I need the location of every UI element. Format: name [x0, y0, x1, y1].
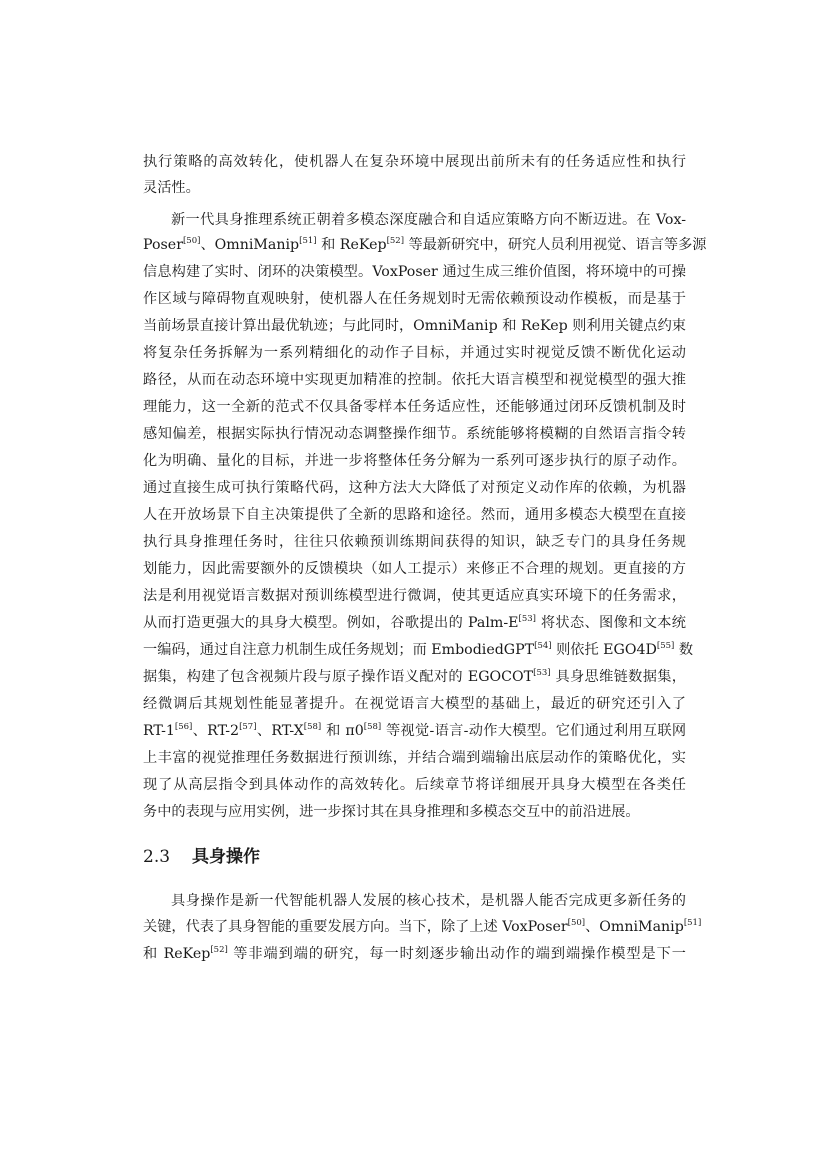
- citation: [57]: [239, 722, 257, 732]
- citation: [51]: [683, 918, 702, 928]
- paragraph-line: 经微调后其规划性能显著提升。在视觉语言大模型的基础上，最近的研究还引入了: [143, 696, 686, 712]
- paragraph-line: 执行策略的高效转化，使机器人在复杂环境中展现出前所未有的任务适应性和执行: [143, 154, 686, 170]
- paragraph-line: 通过直接生成可执行策略代码，这种方法大大降低了对预定义动作库的依赖，为机器: [143, 480, 686, 496]
- citation: [50]: [567, 918, 586, 928]
- paragraph-line: 上丰富的视觉推理任务数据进行预训练，并结合端到端输出底层动作的策略优化，实: [143, 750, 686, 766]
- citation: [51]: [299, 236, 317, 246]
- paragraph-line: 理能力，这一全新的范式不仅具备零样本任务适应性，还能够通过闭环反馈机制及时: [143, 399, 686, 415]
- citation: [53]: [518, 614, 536, 624]
- paragraph-line: 现了从高层指令到具体动作的高效转化。后续章节将详细展开具身大模型在各类任: [143, 777, 686, 793]
- paragraph-line: 关键，代表了具身智能的重要发展方向。当下，除了上述 VoxPoser[50]、OmniManip[51]: [143, 918, 702, 935]
- paragraph-line: 新一代具身推理系统正朝着多模态深度融合和自适应策略方向不断迈进。在 Vox-: [171, 212, 686, 228]
- paragraph-line: Poser[50]、OmniManip[51] 和 ReKep[52] 等最新研究中，研究人员利用视觉、语言等多源: [143, 236, 707, 253]
- paragraph-line: 一编码，通过自注意力机制生成任务规划；而 EmbodiedGPT[54] 则依托 EGO4D[55] 数: [143, 641, 694, 658]
- citation: [56]: [174, 722, 193, 732]
- citation: [58]: [303, 722, 322, 732]
- paragraph-line: 信息构建了实时、闭环的决策模型。VoxPoser 通过生成三维价值图，将环境中的可操: [143, 264, 686, 280]
- paragraph-line: RT-1[56]、RT-2[57]、RT-X[58] 和 π0[58] 等视觉-语言-动作大模型。它们通过利用互联网: [143, 722, 687, 739]
- paragraph-line: 将复杂任务拆解为一系列精细化的动作子目标，并通过实时视觉反馈不断优化运动: [143, 345, 686, 361]
- paragraph-line: 划能力，因此需要额外的反馈模块（如人工提示）来修正不合理的规划。更直接的方: [143, 561, 686, 577]
- paragraph-line: 务中的表现与应用实例，进一步探讨其在具身推理和多模态交互中的前沿进展。: [143, 804, 640, 820]
- citation: [52]: [210, 945, 228, 955]
- paragraph-line: 执行具身推理任务时，往往只依赖预训练期间获得的知识，缺乏专门的具身任务规: [143, 534, 686, 550]
- paragraph-line: 法是利用视觉语言数据对预训练模型进行微调，使其更适应真实环境下的任务需求，: [143, 588, 686, 604]
- citation: [58]: [363, 722, 382, 732]
- section-heading: [143, 846, 260, 868]
- paragraph-line: 当前场景直接计算出最优轨迹；与此同时，OmniManip 和 ReKep 则利用关键点约束: [143, 318, 686, 334]
- paragraph-line: 从而打造更强大的具身大模型。例如，谷歌提出的 Palm-E[53] 将状态、图像和文本统: [143, 614, 686, 631]
- citation: [50]: [182, 236, 201, 246]
- paragraph-line: 作区域与障碍物直观映射，使机器人在任务规划时无需依赖预设动作模板，而是基于: [143, 291, 686, 307]
- paragraph-line: 人在开放场景下自主决策提供了全新的思路和途径。然而，通用多模态大模型在直接: [143, 507, 686, 523]
- paragraph-line: 感知偏差，根据实际执行情况动态调整操作细节。系统能够将模糊的自然语言指令转: [143, 426, 686, 442]
- paragraph-line: 路径，从而在动态环境中实现更加精准的控制。依托大语言模型和视觉模型的强大推: [143, 372, 686, 388]
- citation: [55]: [656, 641, 675, 651]
- citation: [54]: [534, 641, 552, 651]
- section-number: 2.3: [143, 847, 171, 867]
- paragraph-line: 灵活性。: [143, 180, 200, 196]
- paragraph-line: 具身操作是新一代智能机器人发展的核心技术，是机器人能否完成更多新任务的: [171, 893, 686, 909]
- citation: [53]: [533, 668, 551, 678]
- section-title: 具身操作: [192, 847, 261, 867]
- paragraph-line: 和 ReKep[52] 等非端到端的研究，每一时刻逐步输出动作的端到端操作模型是下一: [143, 945, 686, 962]
- paragraph-line: 化为明确、量化的目标，并进一步将整体任务分解为一系列可逐步执行的原子动作。: [143, 453, 686, 469]
- paragraph-line: 据集，构建了包含视频片段与原子操作语义配对的 EGOCOT[53] 具身思维链数据集，: [143, 668, 686, 685]
- citation: [52]: [386, 236, 405, 246]
